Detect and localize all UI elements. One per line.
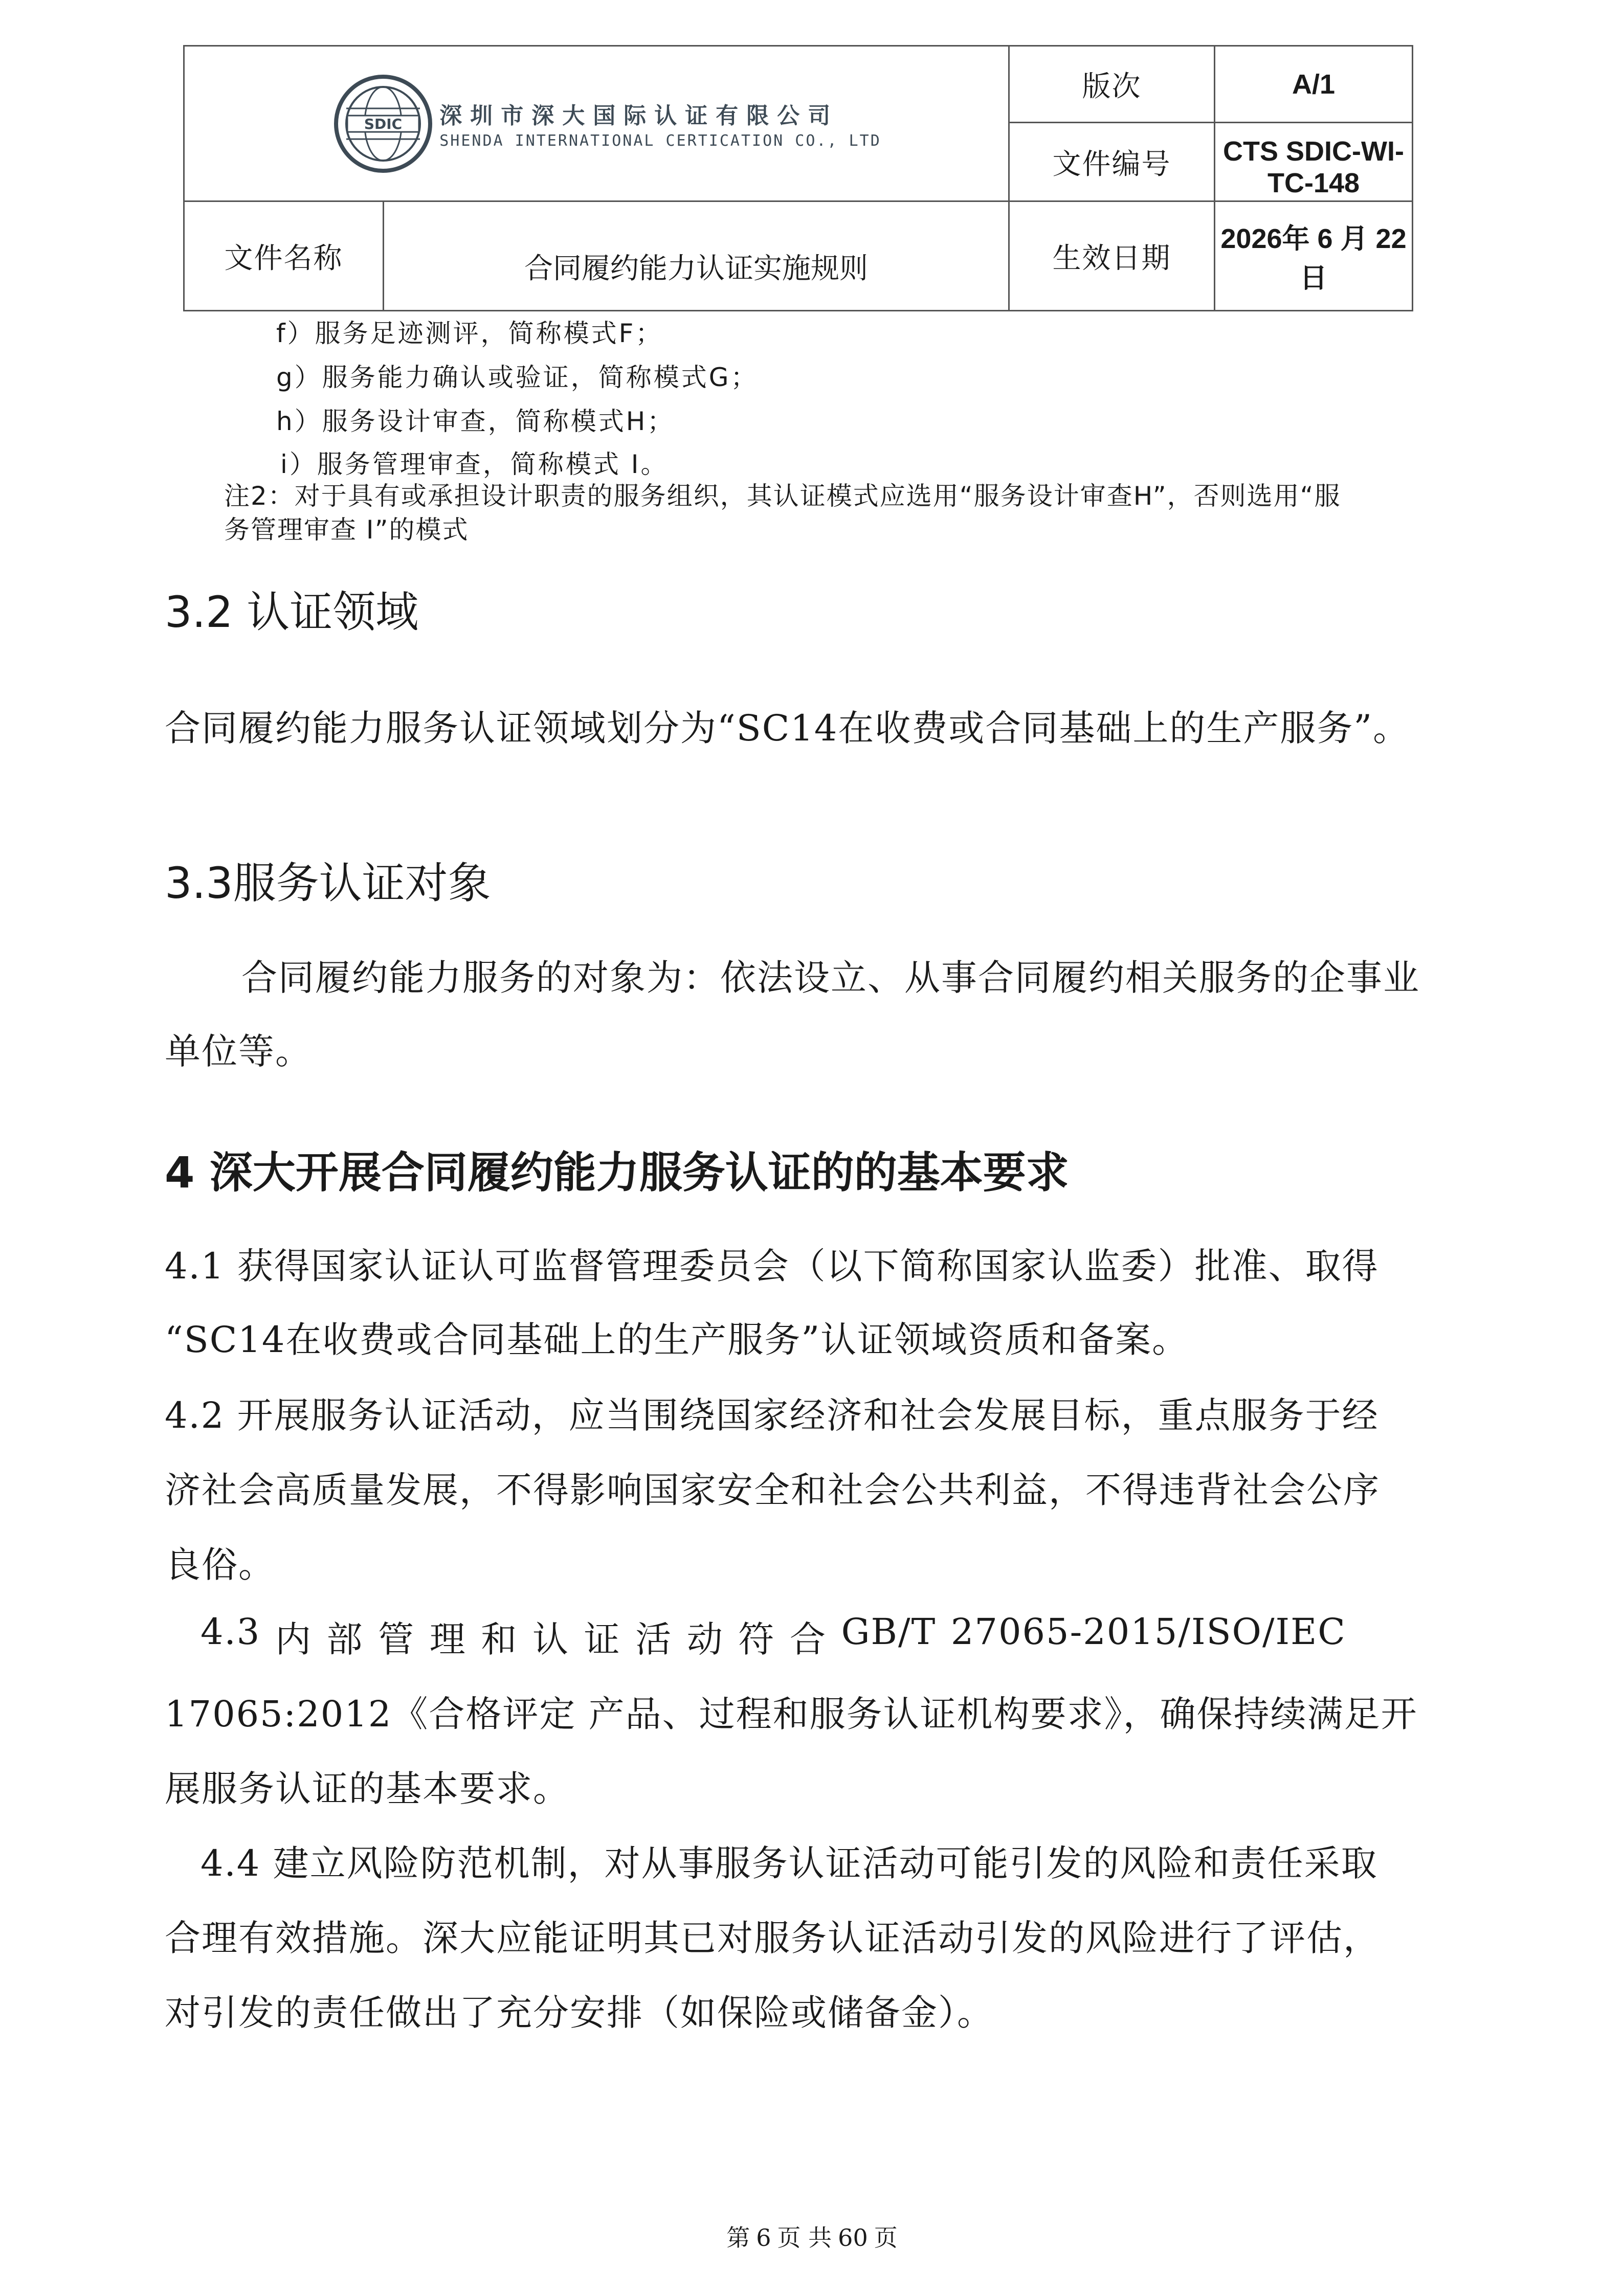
- clause-4-4-line-2: 合理有效措施。深大应能证明其已对服务认证活动引发的风险进行了评估，: [165, 1917, 1380, 1959]
- company-name-cn: 深圳市深大国际认证有限公司: [439, 103, 839, 129]
- section-3-3-heading: 3.3服务认证对象: [165, 858, 491, 908]
- clause-4-1-line-2: “SC14在收费或合同基础上的生产服务”认证领域资质和备案。: [165, 1319, 1189, 1361]
- note-line-h: h）服务设计审查，简称模式H；: [276, 407, 675, 436]
- version-value: A/1: [1215, 46, 1413, 123]
- clause-4-2-line-2: 济社会高质量发展，不得影响国家安全和社会公共利益，不得违背社会公序: [165, 1469, 1380, 1511]
- note-2-line-1: 注2：对于具有或承担设计职责的服务组织，其认证模式应选用“服务设计审查H”，否则选用“服: [224, 481, 1341, 511]
- sdic-globe-logo-icon: [332, 73, 434, 175]
- note-2-line-2: 务管理审查 I”的模式: [224, 515, 469, 545]
- note-line-g: g）服务能力确认或验证，简称模式G；: [276, 363, 759, 392]
- section-3-3-paragraph-line-2: 单位等。: [165, 1030, 312, 1072]
- section-4-heading: 4 深大开展合同履约能力服务认证的的基本要求: [165, 1147, 1069, 1198]
- clause-4-1-line-1: 4.1 获得国家认证认可监督管理委员会（以下简称国家认监委）批准、取得: [165, 1245, 1379, 1287]
- document-number-value: CTS SDIC-WI-TC-148: [1215, 123, 1413, 201]
- effective-date-label: 生效日期: [1009, 201, 1215, 311]
- clause-4-3-line-3: 展服务认证的基本要求。: [165, 1768, 570, 1810]
- document-name-label: 文件名称: [184, 201, 384, 311]
- clause-4-2-line-3: 良俗。: [165, 1544, 275, 1586]
- clause-4-4-line-3: 对引发的责任做出了充分安排（如保险或储备金）。: [165, 1992, 994, 2034]
- effective-date-value: 2026年 6 月 22 日: [1215, 201, 1413, 311]
- svg-text:SDIC: SDIC: [364, 115, 403, 132]
- company-logo-cell: [184, 46, 1009, 201]
- company-name-en: SHENDA INTERNATIONAL CERTICATION CO., LTD: [439, 132, 881, 150]
- note-line-f: f）服务足迹测评，简称模式F；: [276, 319, 663, 348]
- clause-4-3-line-1: 4.3 内 部 管 理 和 认 证 活 动 符 合 GB/T 27065-2015/ISO/IEC: [201, 1611, 1346, 1660]
- section-3-2-paragraph: 合同履约能力服务认证领域划分为“SC14在收费或合同基础上的生产服务”。: [165, 707, 1410, 749]
- document-name-value: 合同履约能力认证实施规则: [384, 201, 1009, 311]
- version-label: 版次: [1009, 46, 1215, 123]
- clause-4-2-line-1: 4.2 开展服务认证活动，应当围绕国家经济和社会发展目标，重点服务于经: [165, 1394, 1379, 1436]
- page-number: 6: [756, 2224, 771, 2252]
- clause-4-4-line-1: 4.4 建立风险防范机制，对从事服务认证活动可能引发的风险和责任采取: [201, 1842, 1378, 1884]
- company-logo: [185, 73, 1008, 175]
- clause-4-3-line-2: 17065:2012《合格评定 产品、过程和服务认证机构要求》，确保持续满足开: [165, 1693, 1418, 1735]
- document-number-label: 文件编号: [1009, 123, 1215, 201]
- page-footer: 第 6 页 共 60 页: [726, 2224, 898, 2252]
- section-3-3-paragraph-line-1: 合同履约能力服务的对象为：依法设立、从事合同履约相关服务的企事业: [241, 957, 1420, 999]
- note-line-i: i）服务管理审查，简称模式 I。: [280, 449, 669, 479]
- page-total: 60: [838, 2224, 868, 2252]
- document-header-table: [183, 45, 1413, 311]
- section-3-2-heading: 3.2 认证领域: [165, 587, 419, 637]
